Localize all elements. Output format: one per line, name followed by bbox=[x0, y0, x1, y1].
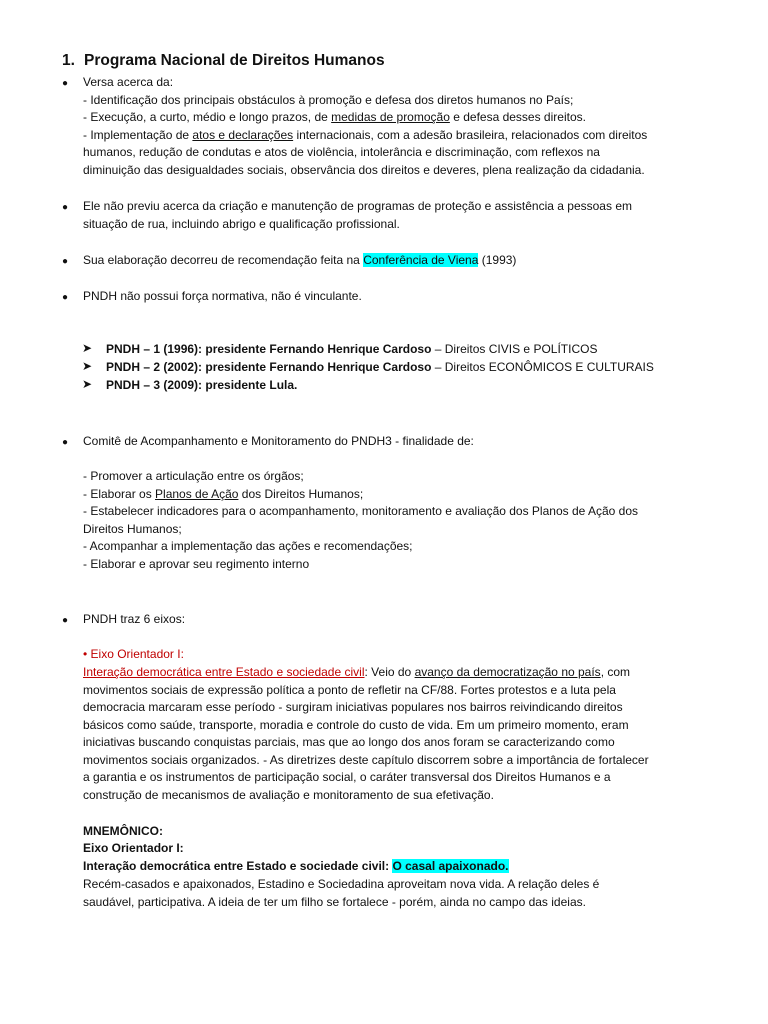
comite-list: - Promover a articulação entre os órgãos; - Elaborar os Planos de Ação dos Direitos Humanos; - Estabelecer indicadores para o acompanhamento, monitoramento e avaliação dos Planos de Ação dos Direitos Humanos; - Acompanhar a implementação das ações e recomendações; - Elaborar e aprovar seu regimento interno bbox=[83, 469, 639, 571]
bullet-icon: ● bbox=[62, 202, 69, 213]
versa-line: - Implementação de atos e declarações internacionais, com a adesão brasileira, relacionados com direitos bbox=[83, 127, 648, 142]
bullet-icon: ● bbox=[62, 256, 69, 267]
eixo-paragraph: Interação democrática entre Estado e sociedade civil: Veio do avanço da democratização no país, com movimentos sociais de expressão política a ponto de refletir na CF/88. Fortes protestos e a luta pela democracia marcaram esse período - surgiram iniciativas populares nos bairros reivindicando direitos básicos como saúde, transporte, moradia e controle do custo de vida. Em um primeiro momento, eram iniciativas buscando conquistas parciais, mas que ao longo dos anos foram se caracterizando como movimentos sociais organizados. - As diretrizes deste capítulo discorrem sobre a importância de fortalecer a garantia e os instrumentos de participação social, o caráter transversal dos Direitos Humanos e a construção de mecanismos de avaliação e monitoramento de sua efetivação. bbox=[83, 665, 649, 802]
pndh-item: PNDH – 3 (2009): presidente Lula. bbox=[106, 378, 298, 392]
mnemonico-line: Interação democrática entre Estado e sociedade civil: O casal apaixonado. bbox=[83, 859, 509, 873]
pndh-item: PNDH – 2 (2002): presidente Fernando Henrique Cardoso – Direitos ECONÔMICOS E CULTURAIS bbox=[106, 360, 654, 374]
versa-intro: Versa acerca da: bbox=[83, 75, 174, 89]
forca-line: PNDH não possui força normativa, não é vinculante. bbox=[83, 289, 362, 303]
pndh-item: PNDH – 1 (1996): presidente Fernando Henrique Cardoso – Direitos CIVIS e POLÍTICOS bbox=[106, 342, 598, 356]
versa-line: diminuição das desigualdades sociais, observância dos direitos e deveres, plena realização da cidadania. bbox=[83, 162, 645, 177]
eixo-label: • Eixo Orientador I: bbox=[83, 647, 184, 661]
eixos-line: PNDH traz 6 eixos: bbox=[83, 612, 186, 626]
bullet-icon: ● bbox=[62, 437, 69, 448]
arrow-icon: ➤ bbox=[82, 341, 93, 355]
eixo-title: Interação democrática entre Estado e sociedade civil bbox=[83, 665, 365, 679]
arrow-icon: ➤ bbox=[82, 377, 93, 391]
viena-line: Sua elaboração decorreu de recomendação feita na Conferência de Viena (1993) bbox=[83, 253, 517, 267]
bullet-icon: ● bbox=[62, 615, 69, 626]
mnemonico-title: MNEMÔNICO: bbox=[83, 824, 163, 838]
bullet-icon: ● bbox=[62, 292, 69, 303]
highlight-casal: O casal apaixonado. bbox=[392, 859, 509, 873]
versa-line: - Identificação dos principais obstáculos à promoção e defesa dos diretos humanos no País; bbox=[83, 92, 574, 107]
mnemonico-eixo: Eixo Orientador I: bbox=[83, 841, 184, 855]
comite-title: Comitê de Acompanhamento e Monitoramento do PNDH3 - finalidade de: bbox=[83, 434, 474, 448]
arrow-icon: ➤ bbox=[82, 359, 93, 373]
versa-line: humanos, redução de condutas e atos de violência, intolerância e discriminação, com reflexos na bbox=[83, 145, 600, 159]
bullet-icon: ● bbox=[62, 78, 69, 89]
heading-number: 1. bbox=[62, 52, 75, 69]
heading-text: Programa Nacional de Direitos Humanos bbox=[84, 52, 385, 69]
versa-line: - Execução, a curto, médio e longo prazos, de medidas de promoção e defesa desses direitos. bbox=[83, 110, 586, 124]
mnemonico-desc: Recém-casados e apaixonados, Estadino e Sociedadina aproveitam nova vida. A relação deles é saudável, participativa. A ideia de ter um filho se fortalece - porém, ainda no campo das ideias. bbox=[83, 877, 600, 909]
versa-block bbox=[83, 74, 723, 179]
highlight-viena: Conferência de Viena bbox=[363, 253, 479, 267]
page-title bbox=[62, 52, 385, 70]
nao-previu-block: Ele não previu acerca da criação e manutenção de programas de proteção e assistência a pessoas em situação de rua, incluindo abrigo e qualificação profissional. bbox=[83, 199, 632, 231]
